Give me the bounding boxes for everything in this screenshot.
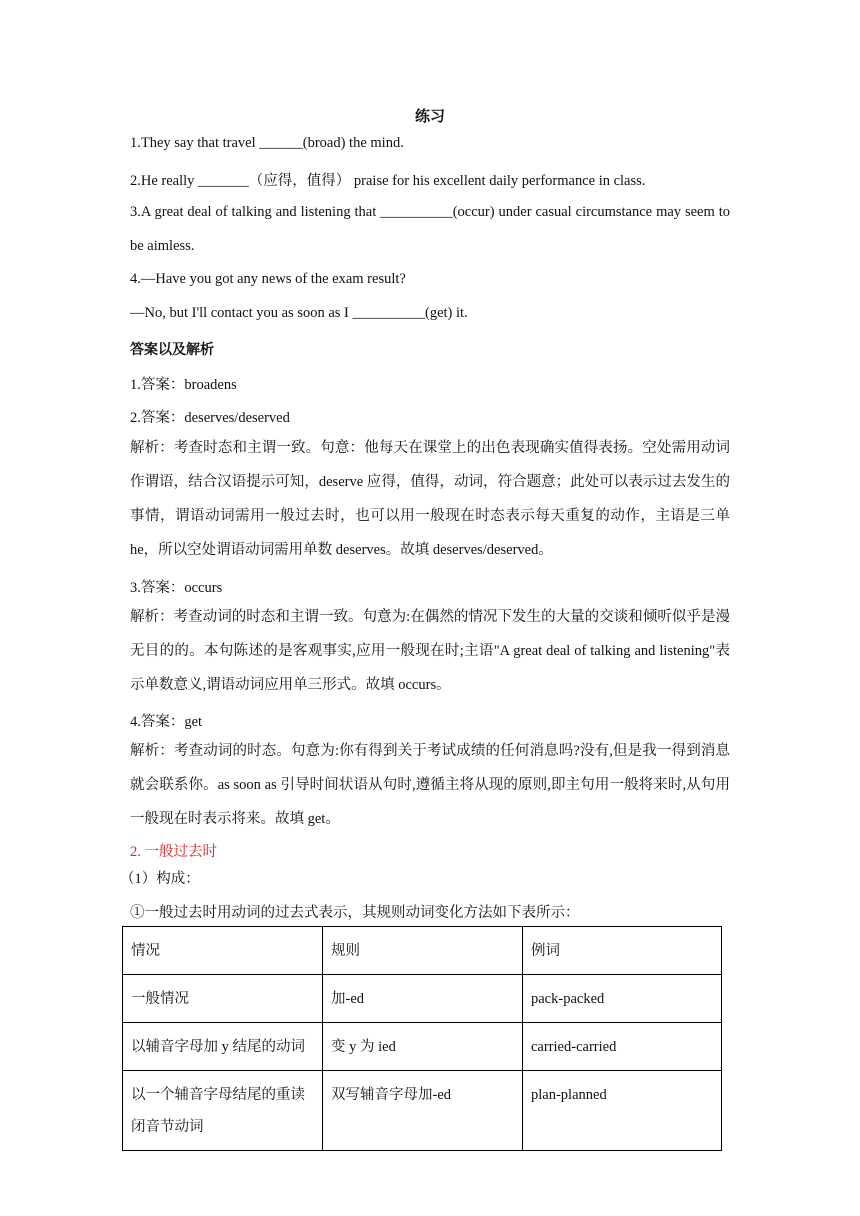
table-cell: 加-ed xyxy=(323,975,523,1023)
table-header-cell: 例词 xyxy=(523,927,722,975)
table-cell: plan-planned xyxy=(523,1071,722,1151)
table-row xyxy=(123,1023,722,1071)
answers-heading: 答案以及解析 xyxy=(130,342,214,358)
section-intro: ①一般过去时用动词的过去式表示，其规则动词变化方法如下表所示： xyxy=(130,905,580,921)
table-row xyxy=(123,975,722,1023)
table-cell: carried-carried xyxy=(523,1023,722,1071)
table-cell: 双写辅音字母加-ed xyxy=(323,1071,523,1151)
answer-3: 3.答案：occurs xyxy=(130,580,223,596)
table-header-cell: 规则 xyxy=(323,927,523,975)
explanation-4: 解析：考查动词的时态。句意为:你有得到关于考试成绩的任何消息吗?没有,但是我一得到消息就会联系你。as soon as 引导时间状语从句时,遵循主将从现的原则,即主句用一般将来时,从句用一般现在时表示将来。故填 get。 xyxy=(130,743,730,827)
answer-1: 1.答案：broadens xyxy=(130,377,237,393)
table-cell: 一般情况 xyxy=(123,975,323,1023)
question-1: 1.They say that travel ______(broad) the mind. xyxy=(130,135,404,151)
explanation-3: 解析：考查动词的时态和主谓一致。句意为:在偶然的情况下发生的大量的交谈和倾听似乎是漫无目的的。本句陈述的是客观事实,应用一般现在时;主语"A great deal of talking and listening"表示单数意义,谓语动词应用单三形式。故填 occurs。 xyxy=(130,609,730,693)
question-2: 2.He really _______（应得，值得） praise for his excellent daily performance in class. xyxy=(130,173,646,189)
answer-2: 2.答案：deserves/deserved xyxy=(130,410,290,426)
question-3: 3.A great deal of talking and listening that __________(occur) under casual circumstance may seem to be aimless. xyxy=(130,204,730,254)
explanation-2: 解析：考查时态和主谓一致。句意：他每天在课堂上的出色表现确实值得表扬。空处需用动词作谓语，结合汉语提示可知，deserve 应得，值得，动词，符合题意；此处可以表示过去发生的事情，谓语动词需用一般过去时，也可以用一般现在时态表示每天重复的动作，主语是三单 he，所以空处谓语动词需用单数 deserves。故填 deserves/deserved。 xyxy=(130,440,730,558)
section-sub: （1）构成： xyxy=(120,871,200,887)
rules-table xyxy=(122,926,722,1151)
question-4: 4.—Have you got any news of the exam result? xyxy=(130,271,406,287)
table-row xyxy=(123,1071,722,1151)
section-heading: 2. 一般过去时 xyxy=(130,844,217,860)
table-cell: pack-packed xyxy=(523,975,722,1023)
table-header-row xyxy=(123,927,722,975)
question-4-reply: —No, but I'll contact you as soon as I __________(get) it. xyxy=(130,305,468,321)
table-cell: 变 y 为 ied xyxy=(323,1023,523,1071)
table-cell: 以一个辅音字母结尾的重读闭音节动词 xyxy=(123,1071,323,1151)
table-cell: 以辅音字母加 y 结尾的动词 xyxy=(123,1023,323,1071)
table-header-cell: 情况 xyxy=(123,927,323,975)
page-title: 练习 xyxy=(414,107,445,125)
answer-4: 4.答案：get xyxy=(130,714,203,730)
